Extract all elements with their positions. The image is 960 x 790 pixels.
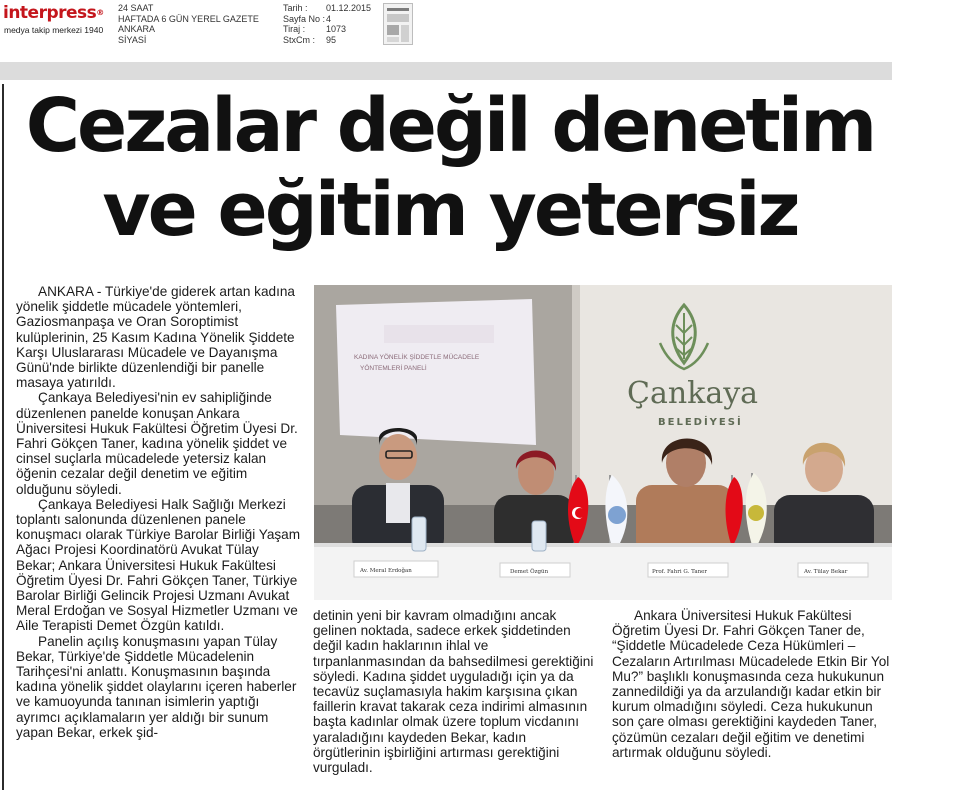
nameplate: Av. Tülay Bekar: [804, 569, 848, 575]
screen-text-2: YÖNTEMLERİ PANELİ: [360, 365, 427, 372]
clipping-header: [0, 0, 960, 62]
paragraph: Ankara Üniversitesi Hukuk Fakültesi Öğretim Üyesi Dr. Fahri Gökçen Taner de, “Şiddetle Mücadelede Ceza Hükümleri – Cezaların Artırılması Mücadelede Etkin Bir Yol Mu?” başlıklı konuşmasında ceza hukukunun zannedildiği ya da arzulandığı kadar etkin bir kurum olmadığını söyledi. Ceza hukukunun son çare olması gerektiğini kaydeden Taner, çözümün cezaları değil eğitim ve denetimi artırmak olduğunu söyledi.: [612, 608, 890, 760]
sign-sub: BELEDİYESİ: [658, 417, 743, 428]
paragraph: Çankaya Belediyesi'nin ev sahipliğinde düzenlenen panelde konuşan Ankara Üniversitesi Hukuk Fakültesi Öğretim Üyesi Dr. Fahri Gökçen Taner, kadına yönelik şiddet ve cinsel suçlarla mücadelede yetersiz kalan öğenin cezalar değil denetim ve eğitim olduğunu söyledi.: [16, 390, 298, 497]
page-thumbnail[interactable]: [383, 3, 413, 45]
headline-line-2: ve eğitim yetersiz: [102, 167, 798, 253]
meta-row-page: [283, 14, 371, 25]
headline-line-1: Cezalar değil denetim: [25, 83, 875, 169]
meta-label: Sayfa No :: [283, 13, 326, 24]
interpress-logo: [3, 3, 111, 37]
paragraph: Panelin açılış konuşmasını yapan Tülay Bekar, Türkiye'de Şiddetle Mücadelenin Tarihçesi'ni anlattı. Konuşmasının başında kadına yönelik şiddet olaylarını içeren haberler ve kamuoyunda tanınan isimlerin yaptığı ayrımcı açıklamaların yer aldığı bir sunum yapan Bekar, erkek şid-: [16, 633, 297, 740]
logo-tagline: medya takip merkezi 1940: [4, 25, 104, 35]
nameplate: Demet Özgün: [510, 569, 549, 575]
publication-city: ANKARA: [118, 24, 156, 34]
meta-label: Tiraj :: [283, 24, 306, 34]
meta-label: Tarih :: [283, 3, 308, 13]
water-bottle: [532, 521, 546, 551]
meta-value: 1073: [326, 24, 347, 34]
sign-name: Çankaya: [627, 376, 759, 411]
nameplate: Prof. Fahri G. Taner: [652, 569, 708, 575]
panel-photo-illustration: [314, 285, 892, 600]
paragraph: Çankaya Belediyesi Halk Sağlığı Merkezi toplantı salonunda düzenlenen panele konuşmacı olarak Türkiye Barolar Birliği Yaşam Ağacı Projesi Koordinatörü Avukat Tülay Bekar; Ankara Üniversitesi Hukuk Fakültesi Öğretim Üyesi Dr. Fahri Gökçen Taner, Türkiye Barolar Birliği Gelincik Projesi Uzmanı Avukat Meral Erdoğan ve Sosyal Hizmetler Uzmanı ve Aile Terapisti Demet Özgün katıldı.: [16, 496, 301, 634]
meta-label: StxCm :: [283, 34, 316, 45]
headline: [0, 84, 900, 252]
meta-value: 01.12.2015: [326, 3, 372, 13]
article-column-right: [612, 608, 895, 760]
publication-name: 24 SAAT: [118, 3, 154, 13]
projection-screen: [336, 299, 536, 445]
publication-info: [118, 3, 259, 45]
meta-row-stxcm: [283, 35, 371, 46]
header-divider-band: [0, 62, 892, 80]
article-column-middle: [313, 608, 596, 775]
publication-frequency: HAFTADA 6 GÜN YEREL GAZETE: [118, 13, 259, 24]
clipping-meta: [283, 3, 371, 45]
article-photo: [314, 285, 892, 600]
meta-value: 4: [326, 13, 332, 24]
screen-text-1: KADINA YÖNELİK ŞİDDETLE MÜCADELE: [354, 354, 480, 361]
paragraph: ANKARA - Türkiye'de giderek artan kadına yönelik şiddetle mücadele yöntemleri, Gaziosmanpaşa ve Oran Soroptimist kulüplerinin, 25 Kasım Kadına Yönelik Şiddete Karşı Uluslararası Mücadele ve Dayanışma Günü'nde birlikte düzenlendiği bir panelle masaya yatırıldı.: [16, 284, 295, 391]
nameplate: Av. Meral Erdoğan: [360, 568, 412, 574]
publication-category: SİYASİ: [118, 34, 147, 45]
article-column-left: [16, 284, 301, 740]
meta-row-circulation: [283, 24, 371, 35]
meta-value: 95: [326, 34, 337, 45]
meta-row-date: [283, 3, 371, 14]
paragraph: detinin yeni bir kavram olmadığını ancak gelinen noktada, sadece erkek şiddetinden değil kadın haklarının ihlal ve tırpanlanmasından da bahsedilmesi gerektiğini söyledi. Kadına şiddet uyguladığı için ya da tecavüz suçlamasıyla hakim karşısına çıkan faillerin kravat takarak ceza indirimi almasının başta kadınlar olmak üzere toplum vicdanını yaraladığını kaydeden Bekar, kadın örgütlerinin işbirliğini artırması gerektiğini vurguladı.: [313, 608, 594, 776]
logo-registered-mark: ®: [96, 8, 104, 17]
water-bottle: [412, 517, 426, 551]
logo-text: interpress: [3, 3, 97, 23]
